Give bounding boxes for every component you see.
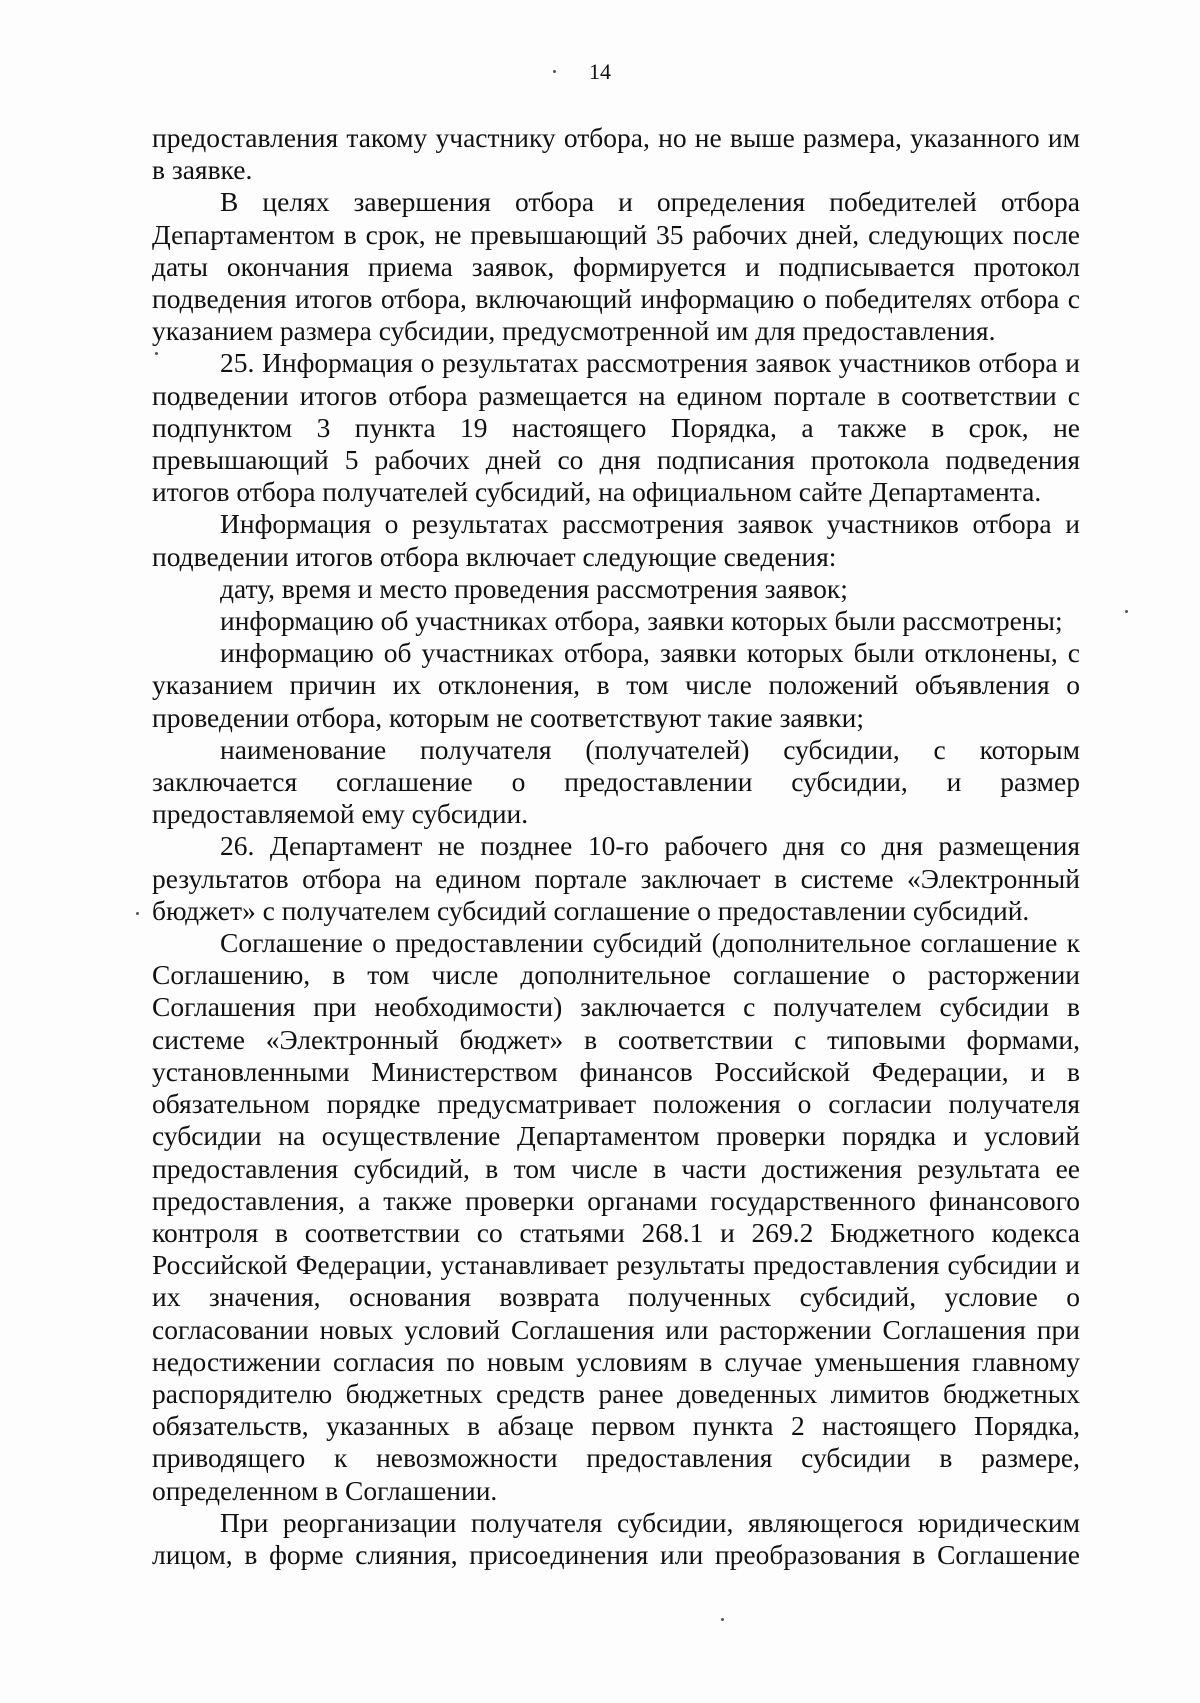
paragraph-continuation: предоставления такому участнику отбора, но не выше размера, указанного им в заявке. (152, 122, 1080, 186)
document-body (152, 122, 1080, 1571)
paragraph-selection-completion: В целях завершения отбора и определения победителей отбора Департаментом в срок, не превышающий 35 рабочих дней, следующих после даты окончания приема заявок, формируется и подписывается протокол подведения итогов отбора, включающий информацию о победителях отбора с указанием размера субсидии, предусмотренной им для предоставления. (152, 186, 1080, 347)
list-item-reviewed-participants: информацию об участниках отбора, заявки которых были рассмотрены; (220, 605, 1063, 637)
page-number: 14 (589, 59, 611, 84)
list-item-recipient-name: наименование получателя (получателей) субсидии, с которым заключается соглашение о предоставлении субсидии, и размер предоставляемой ему субсидии. (152, 733, 1080, 830)
paragraph-clause-25: 25. Информация о результатах рассмотрения заявок участников отбора и подведении итогов отбора размещается на едином портале в соответствии с подпунктом 3 пункта 19 настоящего Порядка, а также в срок, не превышающий 5 рабочих дней со дня подписания протокола подведения итогов отбора получателей субсидий, на официальном сайте Департамента. (152, 347, 1080, 508)
list-item-date-time-place: дату, время и место проведения рассмотрения заявок; (220, 572, 848, 604)
list-item-rejected-participants: информацию об участниках отбора, заявки которых были отклонены, с указанием причин их отклонения, в том числе положений объявления о проведении отбора, которым не соответствуют такие заявки; (152, 637, 1080, 733)
scan-speck (1125, 610, 1128, 613)
scan-speck (155, 352, 158, 355)
paragraph-clause-26: 26. Департамент не позднее 10-го рабочего дня со дня размещения результатов отбора на едином портале заключает в системе «Электронный бюджет» с получателем субсидий соглашение о предоставлении субсидий. (152, 830, 1080, 926)
paragraph-reorganization: При реорганизации получателя субсидии, являющегося юридическим лицом, в форме слияния, присоединения или преобразования в Соглашение (152, 1506, 1080, 1570)
scan-speck (553, 70, 556, 73)
paragraph-results-info: Информация о результатах рассмотрения заявок участников отбора и подведении итогов отбора включает следующие сведения: (152, 508, 1080, 572)
scan-speck (136, 912, 139, 915)
scan-speck (721, 1618, 724, 1621)
paragraph-agreement-terms: Соглашение о предоставлении субсидий (дополнительное соглашение к Соглашению, в том числе дополнительное соглашение о расторжении Соглашения при необходимости) заключается с получателем субсидии в системе «Электронный бюджет» в соответствии с типовыми формами, установленными Министерством финансов Российской Федерации, и в обязательном порядке предусматривает положения о согласии получателя субсидии на осуществление Департаментом проверки порядка и условий предоставления субсидий, в том числе в части достижения результата ее предоставления, а также проверки органами государственного финансового контроля в соответствии со статьями 268.1 и 269.2 Бюджетного кодекса Российской Федерации, устанавливает результаты предоставления субсидии и их значения, основания возврата полученных субсидий, условие о согласовании новых условий Соглашения или расторжении Соглашения при недостижении согласия по новым условиям в случае уменьшения главному распорядителю бюджетных средств ранее доведенных лимитов бюджетных обязательств, указанных в абзаце первом пункта 2 настоящего Порядка, приводящего к невозможности предоставления субсидии в размере, определенном в Соглашении. (152, 927, 1080, 1506)
